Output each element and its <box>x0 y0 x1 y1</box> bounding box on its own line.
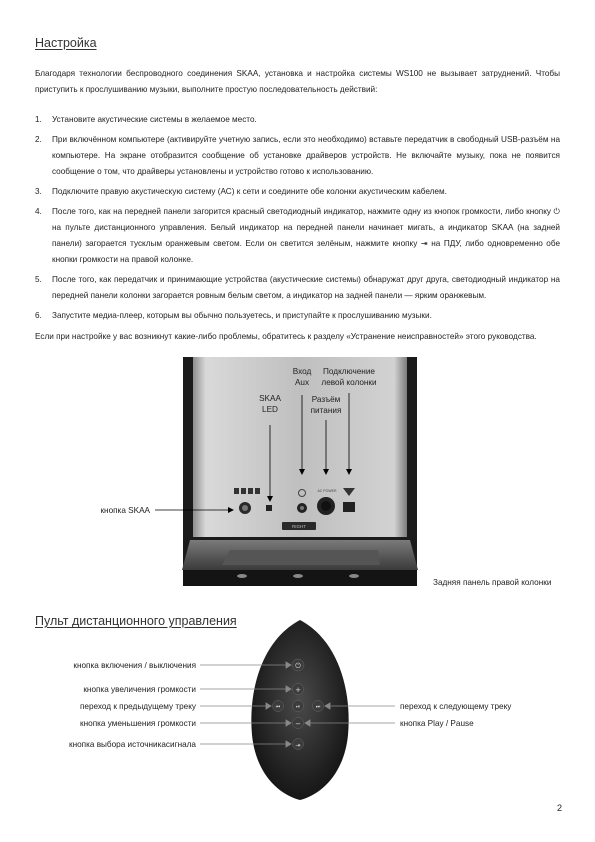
page-number: 2 <box>556 803 562 813</box>
svg-text:−: − <box>295 720 301 728</box>
step-number: 3. <box>35 187 42 196</box>
svg-text:+: + <box>295 686 301 694</box>
label-aux: Вход Aux <box>292 367 312 387</box>
step-text: Установите акустические системы в желаемое место. <box>52 115 257 124</box>
label-remote-next: переход к следующему треку <box>400 702 512 711</box>
label-skaa-button: кнопка SKAA <box>100 506 150 515</box>
step-number: 5. <box>35 275 42 284</box>
source-icon: ⇥ <box>420 239 428 248</box>
label-left-speaker: Подключение левой колонки <box>321 367 377 387</box>
svg-text:⏮: ⏮ <box>275 704 281 710</box>
svg-text:⏯: ⏯ <box>295 704 301 710</box>
remote-title: Пульт дистанционного управления <box>35 614 237 628</box>
label-remote-prev: переход к предыдущему треку <box>79 702 196 711</box>
label-remote-vol-up: кнопка увеличения громкости <box>83 685 196 694</box>
svg-text:⏭: ⏭ <box>315 704 321 710</box>
label-remote-vol-down: кнопка уменьшения громкости <box>80 719 196 728</box>
step-number: 4. <box>35 207 42 216</box>
panel-label: RIGHT <box>292 524 306 529</box>
step-number: 1. <box>35 115 42 124</box>
step-text: Запустите медиа-плеер, которым вы обычно пользуетесь, и приступайте к прослушиванию музыки. <box>52 311 432 320</box>
power-icon: ⏻ <box>553 207 560 216</box>
step-number: 2. <box>35 135 42 144</box>
setup-title: Настройка <box>35 36 97 50</box>
label-skaa-led: SKAA LED <box>259 394 281 414</box>
label-remote-source: кнопка выбора источникасигнала <box>69 740 196 749</box>
step-text-b: на пульте дистанционного управления. Белый индикатор на передней панели начинает мигать, а индикатор SKAA (на задней панели) загорается тусклым оранжевым светом. Если он светится зелёным, нажмите кнопку <box>52 223 560 248</box>
svg-text:⏻: ⏻ <box>295 662 301 670</box>
svg-text:⇥: ⇥ <box>295 742 301 749</box>
step-number: 6. <box>35 311 42 320</box>
step-text: После того, как передатчик и принимающие устройства (акустические системы) обнаружат друг друга, светодиодный индикатор на передней панели колонки загорается ровным белым светом, а индикатор на задней панели — ярким оранжевым. <box>52 275 560 300</box>
step-text-c: на ПДУ, либо одновременно обе кнопки громкости на правой колонке. <box>52 239 560 264</box>
skaa-led <box>266 505 272 511</box>
speaker-caption: Задняя панель правой колонки <box>433 578 552 587</box>
step-text-a: После того, как на передней панели загорится красный светодиодный индикатор, нажмите одну из кнопок громкости, либо кнопку <box>52 207 552 216</box>
step-text: Подключите правую акустическую систему (АС) к сети и соедините обе колонки акустическим кабелем. <box>52 187 447 196</box>
left-speaker-socket <box>343 502 355 512</box>
power-label: AC POWER <box>317 489 337 493</box>
label-power: Разъём питания <box>310 395 342 415</box>
outro-paragraph: Если при настройке у вас возникнут какие-либо проблемы, обратитесь к разделу «Устранение неисправностей» этого руководства. <box>35 332 537 341</box>
label-remote-power: кнопка включения / выключения <box>73 661 196 670</box>
step-text: При включённом компьютере (активируйте учетную запись, если это необходимо) вставьте передатчик в свободный USB-разъём на компьютере. На экране отобразится сообщение об установке драйверов устройств. Не включайте музыку, пока не появится сообщение о том, что драйверы установлены и устройство готово к использованию. <box>52 135 560 176</box>
label-remote-play: кнопка Play / Pause <box>400 719 474 728</box>
intro-paragraph: Благодаря технологии беспроводного соединения SKAA, установка и настройка системы WS100 не вызывает затруднений. Чтобы приступить к прослушиванию музыки, выполните простую последовательность действий: <box>35 69 560 94</box>
